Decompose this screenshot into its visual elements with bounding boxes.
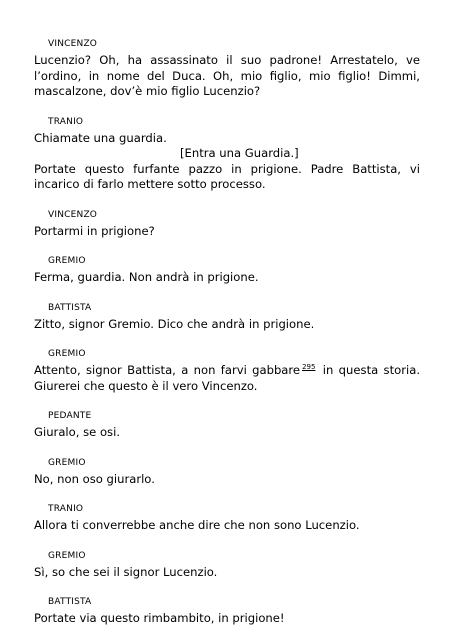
speech-line: Allora ti converrebbe anche dire che non sono Lucenzio. — [34, 518, 360, 532]
speaker-name: VINCENZO — [48, 39, 98, 49]
speaker-name: GREMIO — [48, 349, 86, 359]
speaker-name: PEDANTE — [48, 411, 92, 421]
speech-gremio-2 — [34, 348, 420, 394]
speech-vincenzo-2 — [34, 209, 420, 240]
speech-line: Giuralo, se osi. — [34, 425, 121, 439]
speaker-name: GREMIO — [48, 457, 86, 468]
speech-line: Sì, so che sei il signor Lucenzio. — [34, 564, 218, 579]
footnote-reference[interactable]: 295 — [302, 363, 316, 371]
speaker-name: TRANIO — [48, 116, 84, 127]
speech-line: Chiamate una guardia. — [34, 130, 167, 145]
speaker-name: BATTISTA — [48, 302, 92, 313]
document-page — [34, 38, 420, 627]
speaker-name: GREMIO — [48, 256, 86, 266]
speech-gremio-4 — [34, 550, 420, 581]
speech-tranio-1 — [34, 116, 420, 193]
speaker-name: GREMIO — [48, 550, 86, 561]
speech-gremio-1 — [34, 255, 420, 286]
speaker-name: BATTISTA — [48, 597, 92, 607]
speech-line: Ferma, guardia. Non andrà in prigione. — [34, 270, 259, 284]
speech-text: Attento, signor Battista, a non farvi gabbare — [34, 363, 301, 377]
speech-line: No, non oso giurarlo. — [34, 471, 155, 486]
speech-gremio-3 — [34, 457, 420, 488]
speech-battista-2 — [34, 596, 420, 627]
speech-line: Portate questo furfante pazzo in prigione. Padre Battista, vi incarico di farlo mettere sotto processo. — [34, 161, 420, 191]
speech-line: Zitto, signor Gremio. Dico che andrà in prigione. — [34, 316, 315, 331]
speech-line — [34, 363, 420, 394]
speaker-name: VINCENZO — [48, 209, 98, 220]
speech-line: Portate via questo rimbambito, in prigione! — [34, 611, 285, 625]
speech-tranio-2 — [34, 503, 420, 534]
speech-line: Portarmi in prigione? — [34, 223, 155, 238]
speech-line: Lucenzio? Oh, ha assassinato il suo padrone! Arrestatelo, ve l’ordino, in nome del Duca. Oh, mio figlio, mio figlio! Dimmi, mascalzone, dov’è mio figlio Lucenzio? — [34, 53, 420, 98]
speech-text: in questa storia. Giurerei che questo è il vero Vincenzo. — [34, 363, 421, 393]
speaker-name: TRANIO — [48, 504, 84, 514]
stage-direction: [Entra una Guardia.] — [180, 146, 299, 160]
speech-battista-1 — [34, 302, 420, 333]
speech-pedante-1 — [34, 410, 420, 441]
speech-vincenzo-1 — [34, 38, 420, 100]
